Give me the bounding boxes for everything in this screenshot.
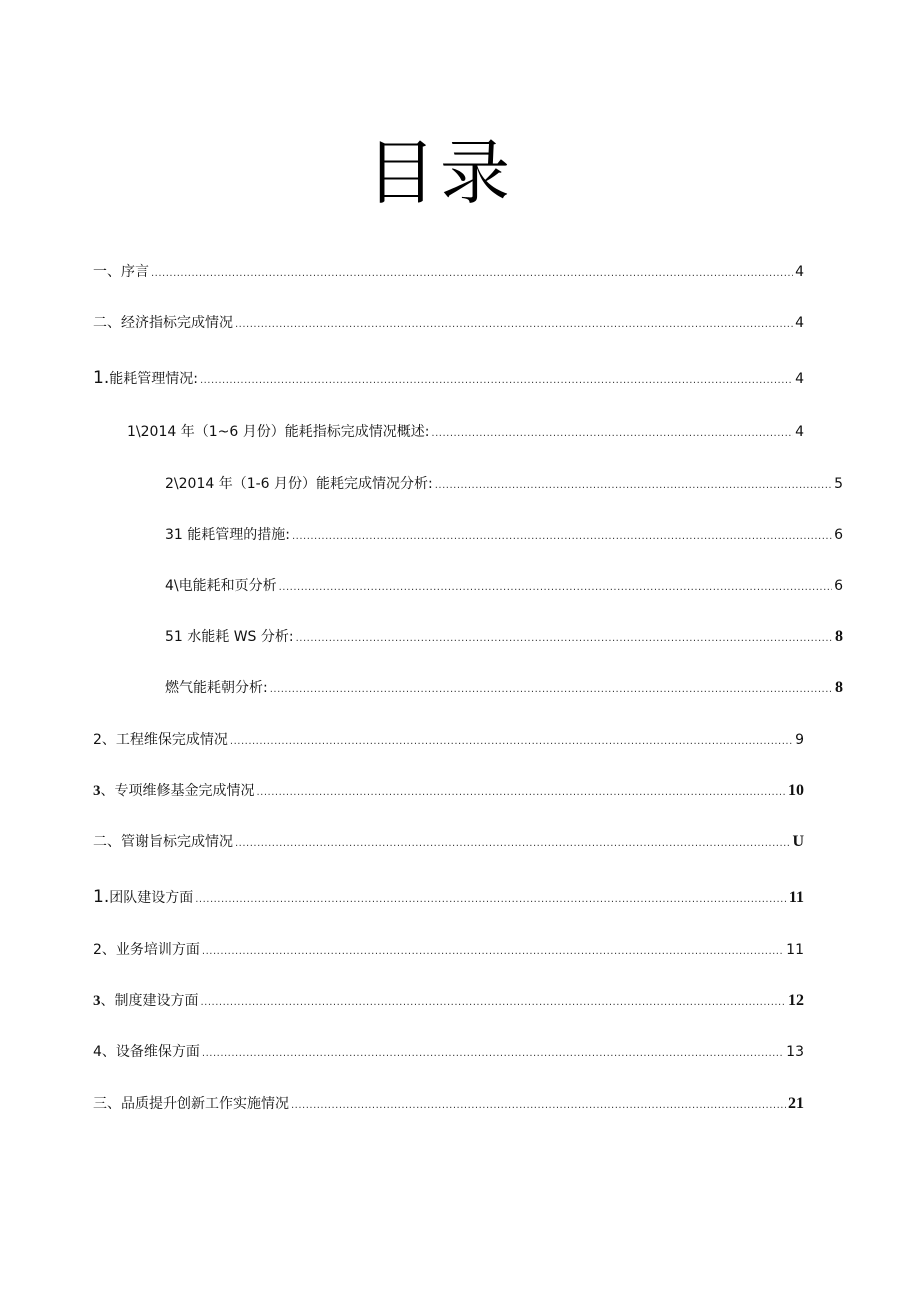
toc-entry[interactable] [127, 423, 804, 441]
leader-dots [270, 681, 833, 699]
toc-page-number: 4 [795, 371, 804, 387]
toc-page-number: 9 [795, 732, 804, 748]
toc-page-number: 6 [834, 527, 843, 543]
toc-page-number: 4 [795, 264, 804, 280]
leader-dots [279, 579, 832, 597]
leader-dots [202, 943, 784, 961]
toc-entry[interactable] [165, 475, 843, 493]
leader-dots [235, 835, 790, 853]
toc-entry[interactable] [93, 731, 804, 749]
toc-entry-lead: 1. [93, 887, 110, 907]
toc-entry[interactable] [165, 526, 843, 544]
toc-entry-label: 2、业务培训方面 [93, 942, 200, 958]
toc-page-number: 11 [788, 889, 804, 906]
toc-entry-label: 团队建设方面 [109, 890, 194, 906]
leader-dots [291, 1097, 786, 1115]
toc-entry-label: 、制度建设方面 [100, 993, 199, 1009]
leader-dots [235, 316, 793, 334]
leader-dots [292, 528, 832, 546]
toc-page-number: 21 [788, 1095, 804, 1112]
toc-entry-label: 燃气能耗朝分析: [165, 680, 268, 696]
toc-entry-label: 三、品质提升创新工作实施情况 [93, 1096, 289, 1112]
toc-entry-label: 31 能耗管理的措施: [165, 527, 290, 543]
toc-entry-lead: 3 [93, 783, 101, 799]
toc-entry-label: 一、序言 [93, 264, 149, 280]
toc-page-number: 4 [795, 315, 804, 331]
leader-dots [201, 994, 787, 1012]
toc-entry[interactable] [165, 628, 843, 646]
toc-entry-label: 2、工程维保完成情况 [93, 732, 228, 748]
toc-entry-label: 51 水能耗 WS 分析: [165, 629, 294, 645]
leader-dots [200, 372, 793, 390]
toc-entry[interactable] [165, 679, 843, 697]
page-title: 目录 [366, 132, 514, 214]
toc-entry[interactable] [93, 888, 804, 906]
toc-entry[interactable] [93, 782, 804, 800]
toc-page-number: 11 [786, 942, 804, 958]
toc-entry[interactable] [93, 369, 804, 387]
leader-dots [230, 733, 793, 751]
toc-entry[interactable] [93, 1043, 804, 1061]
toc-page-number: U [792, 833, 804, 850]
leader-dots [296, 630, 833, 648]
toc-entry[interactable] [93, 1095, 804, 1113]
leader-dots [257, 784, 787, 802]
toc-entry-lead: 1. [93, 368, 110, 388]
toc-entry-label: 4\电能耗和页分析 [165, 578, 277, 594]
toc-entry-label: 二、管谢旨标完成情况 [93, 834, 233, 850]
leader-dots [195, 891, 787, 909]
toc-entry-label: 、专项维修基金完成情况 [100, 783, 255, 799]
toc-page-number: 8 [835, 628, 843, 645]
leader-dots [202, 1045, 784, 1063]
toc-entry-label: 能耗管理情况: [109, 371, 198, 387]
toc-entry-label: 2\2014 年（1-6 月份）能耗完成情况分析: [165, 476, 433, 492]
leader-dots [431, 425, 793, 443]
toc-page-number: 6 [834, 578, 843, 594]
toc-page-number: 13 [786, 1044, 804, 1060]
toc-entry[interactable] [93, 833, 804, 851]
toc-entry-label: 二、经济指标完成情况 [93, 315, 233, 331]
toc-entry[interactable] [93, 314, 804, 332]
toc-page-number: 4 [795, 424, 804, 440]
toc-page-number: 5 [834, 476, 843, 492]
toc-entry-label: 1\2014 年（1~6 月份）能耗指标完成情况概述: [127, 424, 430, 440]
toc-entry[interactable] [93, 263, 804, 281]
toc-page-number: 12 [788, 992, 804, 1009]
toc-entry-lead: 3 [93, 993, 101, 1009]
toc-entry[interactable] [93, 941, 804, 959]
toc-entry[interactable] [93, 992, 804, 1010]
leader-dots [151, 265, 793, 283]
leader-dots [435, 477, 832, 495]
toc-page-number: 10 [788, 782, 804, 799]
toc-entry-label: 4、设备维保方面 [93, 1044, 200, 1060]
toc-page-number: 8 [835, 679, 843, 696]
toc-entry[interactable] [165, 577, 843, 595]
